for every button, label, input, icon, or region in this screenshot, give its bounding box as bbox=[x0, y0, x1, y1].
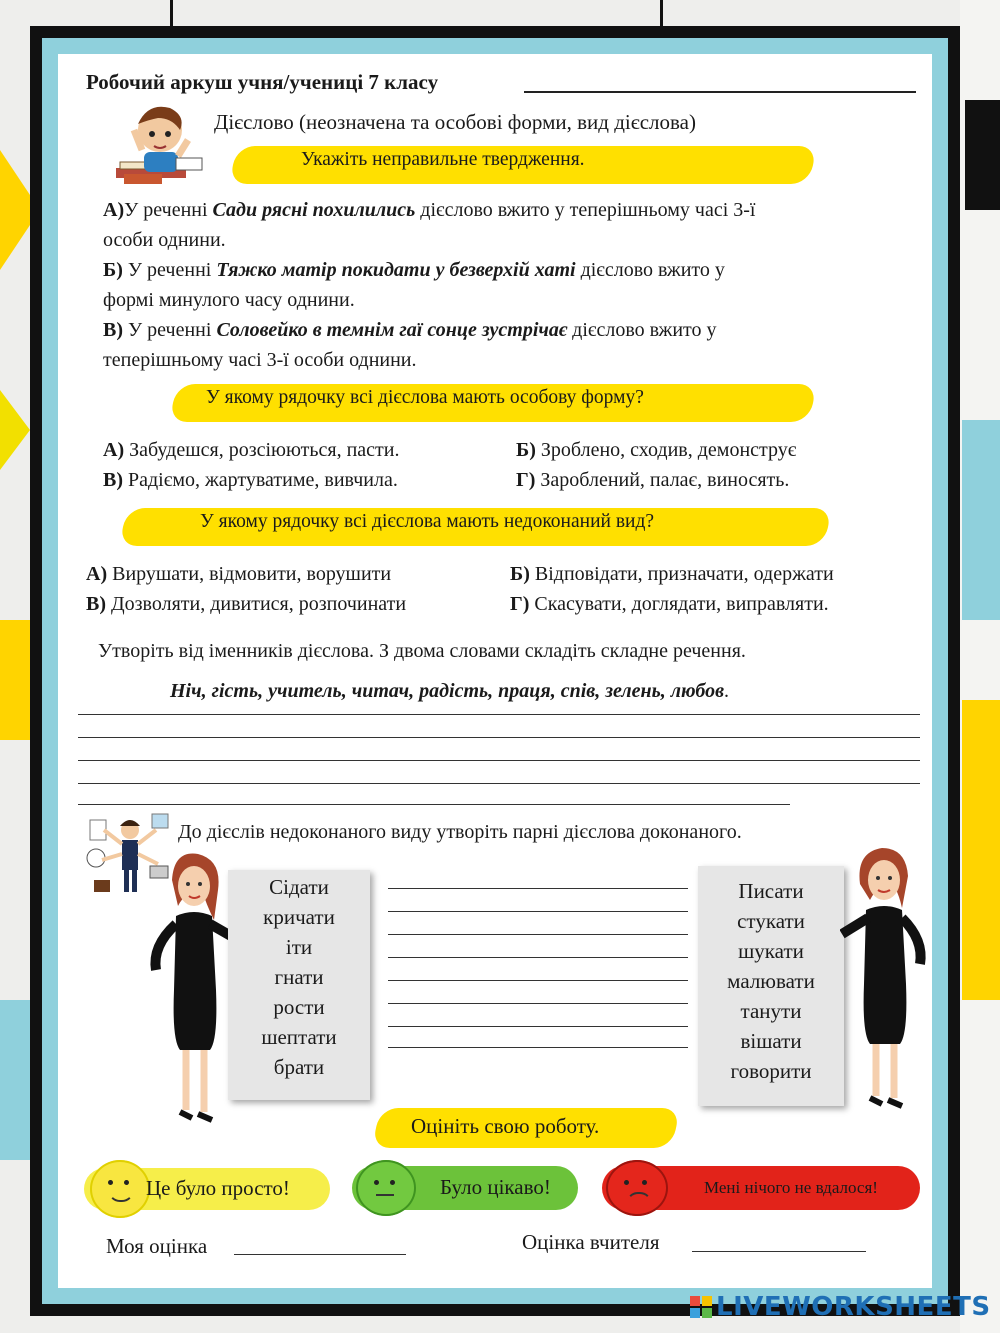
task4-words-list: Ніч, гість, учитель, читач, радість, праця, спів, зелень, любов bbox=[170, 680, 725, 702]
task4-words-end: . bbox=[724, 680, 730, 702]
pair-line-5[interactable] bbox=[388, 980, 688, 981]
task3-prompt: У якому рядочку всі дієслова мають недоконаний вид? bbox=[200, 511, 655, 532]
task3-option-d[interactable] bbox=[510, 589, 829, 619]
task2-option-d[interactable] bbox=[516, 465, 789, 495]
task2-option-a[interactable] bbox=[103, 435, 399, 465]
pair-line-7[interactable] bbox=[388, 1026, 688, 1027]
task3-d-text: Скасувати, доглядати, виправляти. bbox=[529, 593, 829, 615]
happy-face-icon bbox=[90, 1160, 150, 1218]
left-verb: іти bbox=[285, 935, 313, 959]
task1-option-a bbox=[103, 195, 755, 225]
task3-c-label: В) bbox=[86, 593, 106, 615]
liveworksheets-logo bbox=[690, 1292, 991, 1322]
watermark-text: LIVEWORKSHEETS bbox=[716, 1292, 991, 1322]
pair-line-8[interactable] bbox=[388, 1047, 688, 1048]
task3-option-c[interactable] bbox=[86, 589, 406, 619]
pair-line-4[interactable] bbox=[388, 957, 688, 958]
task2-c-label: В) bbox=[103, 469, 123, 491]
task2-prompt: У якому рядочку всі дієслова мають особову форму? bbox=[206, 387, 644, 408]
task2-a-label: А) bbox=[103, 439, 125, 461]
task3-b-text: Відповідати, призначати, одержати bbox=[529, 563, 834, 585]
right-verb: говорити bbox=[730, 1059, 812, 1083]
left-verb: рости bbox=[273, 995, 325, 1019]
left-verb: брати bbox=[273, 1055, 325, 1079]
sad-face-icon bbox=[606, 1160, 668, 1216]
task1-b-sentence: Тяжко матір покидати у безверхій хаті bbox=[216, 259, 576, 281]
teacher-grade-line[interactable] bbox=[692, 1251, 866, 1252]
my-grade-label: Моя оцінка bbox=[106, 1234, 208, 1258]
left-verb-card bbox=[228, 870, 370, 1100]
right-verb: стукати bbox=[737, 909, 805, 933]
task2-b-text: Зроблено, сходив, демонструє bbox=[535, 439, 797, 461]
evaluate-prompt: Оцініть свою роботу. bbox=[411, 1114, 600, 1138]
task1-b-pre: У реченні bbox=[122, 259, 217, 281]
task1-c-pre: У реченні bbox=[123, 319, 217, 341]
answer-line-5[interactable] bbox=[78, 804, 790, 805]
failed-label: Мені нічого не вдалося! bbox=[704, 1178, 878, 1197]
easy-button[interactable] bbox=[84, 1168, 330, 1210]
teacher-left-illustration bbox=[146, 850, 236, 1130]
answer-line-4[interactable] bbox=[78, 783, 920, 784]
answer-line-1[interactable] bbox=[78, 714, 920, 715]
task2-b-label: Б) bbox=[516, 439, 536, 461]
task1-option-b-cont: формі минулого часу однини. bbox=[103, 289, 355, 311]
task1-c-post: дієслово вжито у bbox=[567, 319, 717, 341]
task3-option-a[interactable] bbox=[86, 559, 391, 589]
task4-prompt: Утворіть від іменників дієслова. З двома словами складіть складне речення. bbox=[98, 640, 746, 662]
right-verb: шукати bbox=[738, 939, 804, 963]
teacher-grade-label: Оцінка вчителя bbox=[522, 1230, 660, 1254]
worksheet-topic: Дієслово (неозначена та особові форми, вид дієслова) bbox=[214, 110, 696, 134]
liveworksheets-icon bbox=[690, 1296, 712, 1318]
interesting-button[interactable] bbox=[352, 1166, 578, 1210]
pair-line-6[interactable] bbox=[388, 1003, 688, 1004]
task3-option-b[interactable] bbox=[510, 559, 834, 589]
task2-option-c[interactable] bbox=[103, 465, 398, 495]
task1-c-sentence: Соловейко в темнім гаї сонце зустрічає bbox=[216, 319, 568, 341]
task1-option-b bbox=[103, 255, 725, 285]
task3-a-text: Вирушати, відмовити, ворушити bbox=[107, 563, 392, 585]
pair-line-2[interactable] bbox=[388, 911, 688, 912]
pair-line-1[interactable] bbox=[388, 888, 688, 889]
easy-label: Це було просто! bbox=[146, 1176, 290, 1200]
task2-a-text: Забудешся, розсіюються, пасти. bbox=[124, 439, 400, 461]
answer-line-2[interactable] bbox=[78, 737, 920, 738]
task3-c-text: Дозволяти, дивитися, розпочинати bbox=[106, 593, 407, 615]
student-name-line[interactable] bbox=[524, 91, 916, 93]
teacher-right-illustration bbox=[840, 844, 930, 1114]
failed-button[interactable] bbox=[602, 1166, 920, 1210]
my-grade-line[interactable] bbox=[234, 1254, 406, 1255]
right-verb: Писати bbox=[738, 879, 804, 903]
right-verb: малювати bbox=[727, 969, 815, 993]
task1-option-c-cont: теперішньому часі 3-ї особи однини. bbox=[103, 349, 417, 371]
task1-a-sentence: Сади рясні похилились bbox=[212, 199, 416, 221]
right-verb: танути bbox=[740, 999, 802, 1023]
task2-c-text: Радіємо, жартуватиме, вивчила. bbox=[123, 469, 398, 491]
left-verb: Сідати bbox=[269, 875, 329, 899]
pair-line-3[interactable] bbox=[388, 934, 688, 935]
task2-d-text: Зароблений, палає, виносять. bbox=[535, 469, 790, 491]
answer-line-3[interactable] bbox=[78, 760, 920, 761]
interesting-label: Було цікаво! bbox=[440, 1175, 551, 1199]
right-verb-card bbox=[698, 866, 844, 1106]
task2-option-b[interactable] bbox=[516, 435, 796, 465]
task1-c-label: В) bbox=[103, 319, 123, 341]
task3-d-label: Г) bbox=[510, 593, 530, 615]
task1-a-post: дієслово вжито у теперішньому часі 3-ї bbox=[415, 199, 756, 221]
task1-a-pre: У реченні bbox=[124, 199, 213, 221]
task3-a-label: А) bbox=[86, 563, 108, 585]
task1-option-a-cont: особи однини. bbox=[103, 229, 226, 251]
studying-boy-illustration bbox=[108, 100, 208, 192]
worksheet-title: Робочий аркуш учня/учениці 7 класу bbox=[86, 70, 439, 94]
left-verb: шептати bbox=[261, 1025, 337, 1049]
task1-b-label: Б) bbox=[103, 259, 123, 281]
task4-words bbox=[170, 676, 729, 706]
left-verb: кричати bbox=[263, 905, 335, 929]
task1-prompt: Укажіть неправильне твердження. bbox=[301, 149, 585, 170]
task1-b-post: дієслово вжито у bbox=[575, 259, 725, 281]
neutral-face-icon bbox=[356, 1160, 416, 1216]
task2-d-label: Г) bbox=[516, 469, 536, 491]
worksheet bbox=[58, 54, 932, 1288]
task1-option-c bbox=[103, 315, 717, 345]
task1-a-label: А) bbox=[103, 199, 125, 221]
left-verb: гнати bbox=[274, 965, 324, 989]
task3-b-label: Б) bbox=[510, 563, 530, 585]
task5-prompt: До дієслів недоконаного виду утворіть парні дієслова доконаного. bbox=[178, 821, 742, 843]
right-verb: вішати bbox=[740, 1029, 802, 1053]
